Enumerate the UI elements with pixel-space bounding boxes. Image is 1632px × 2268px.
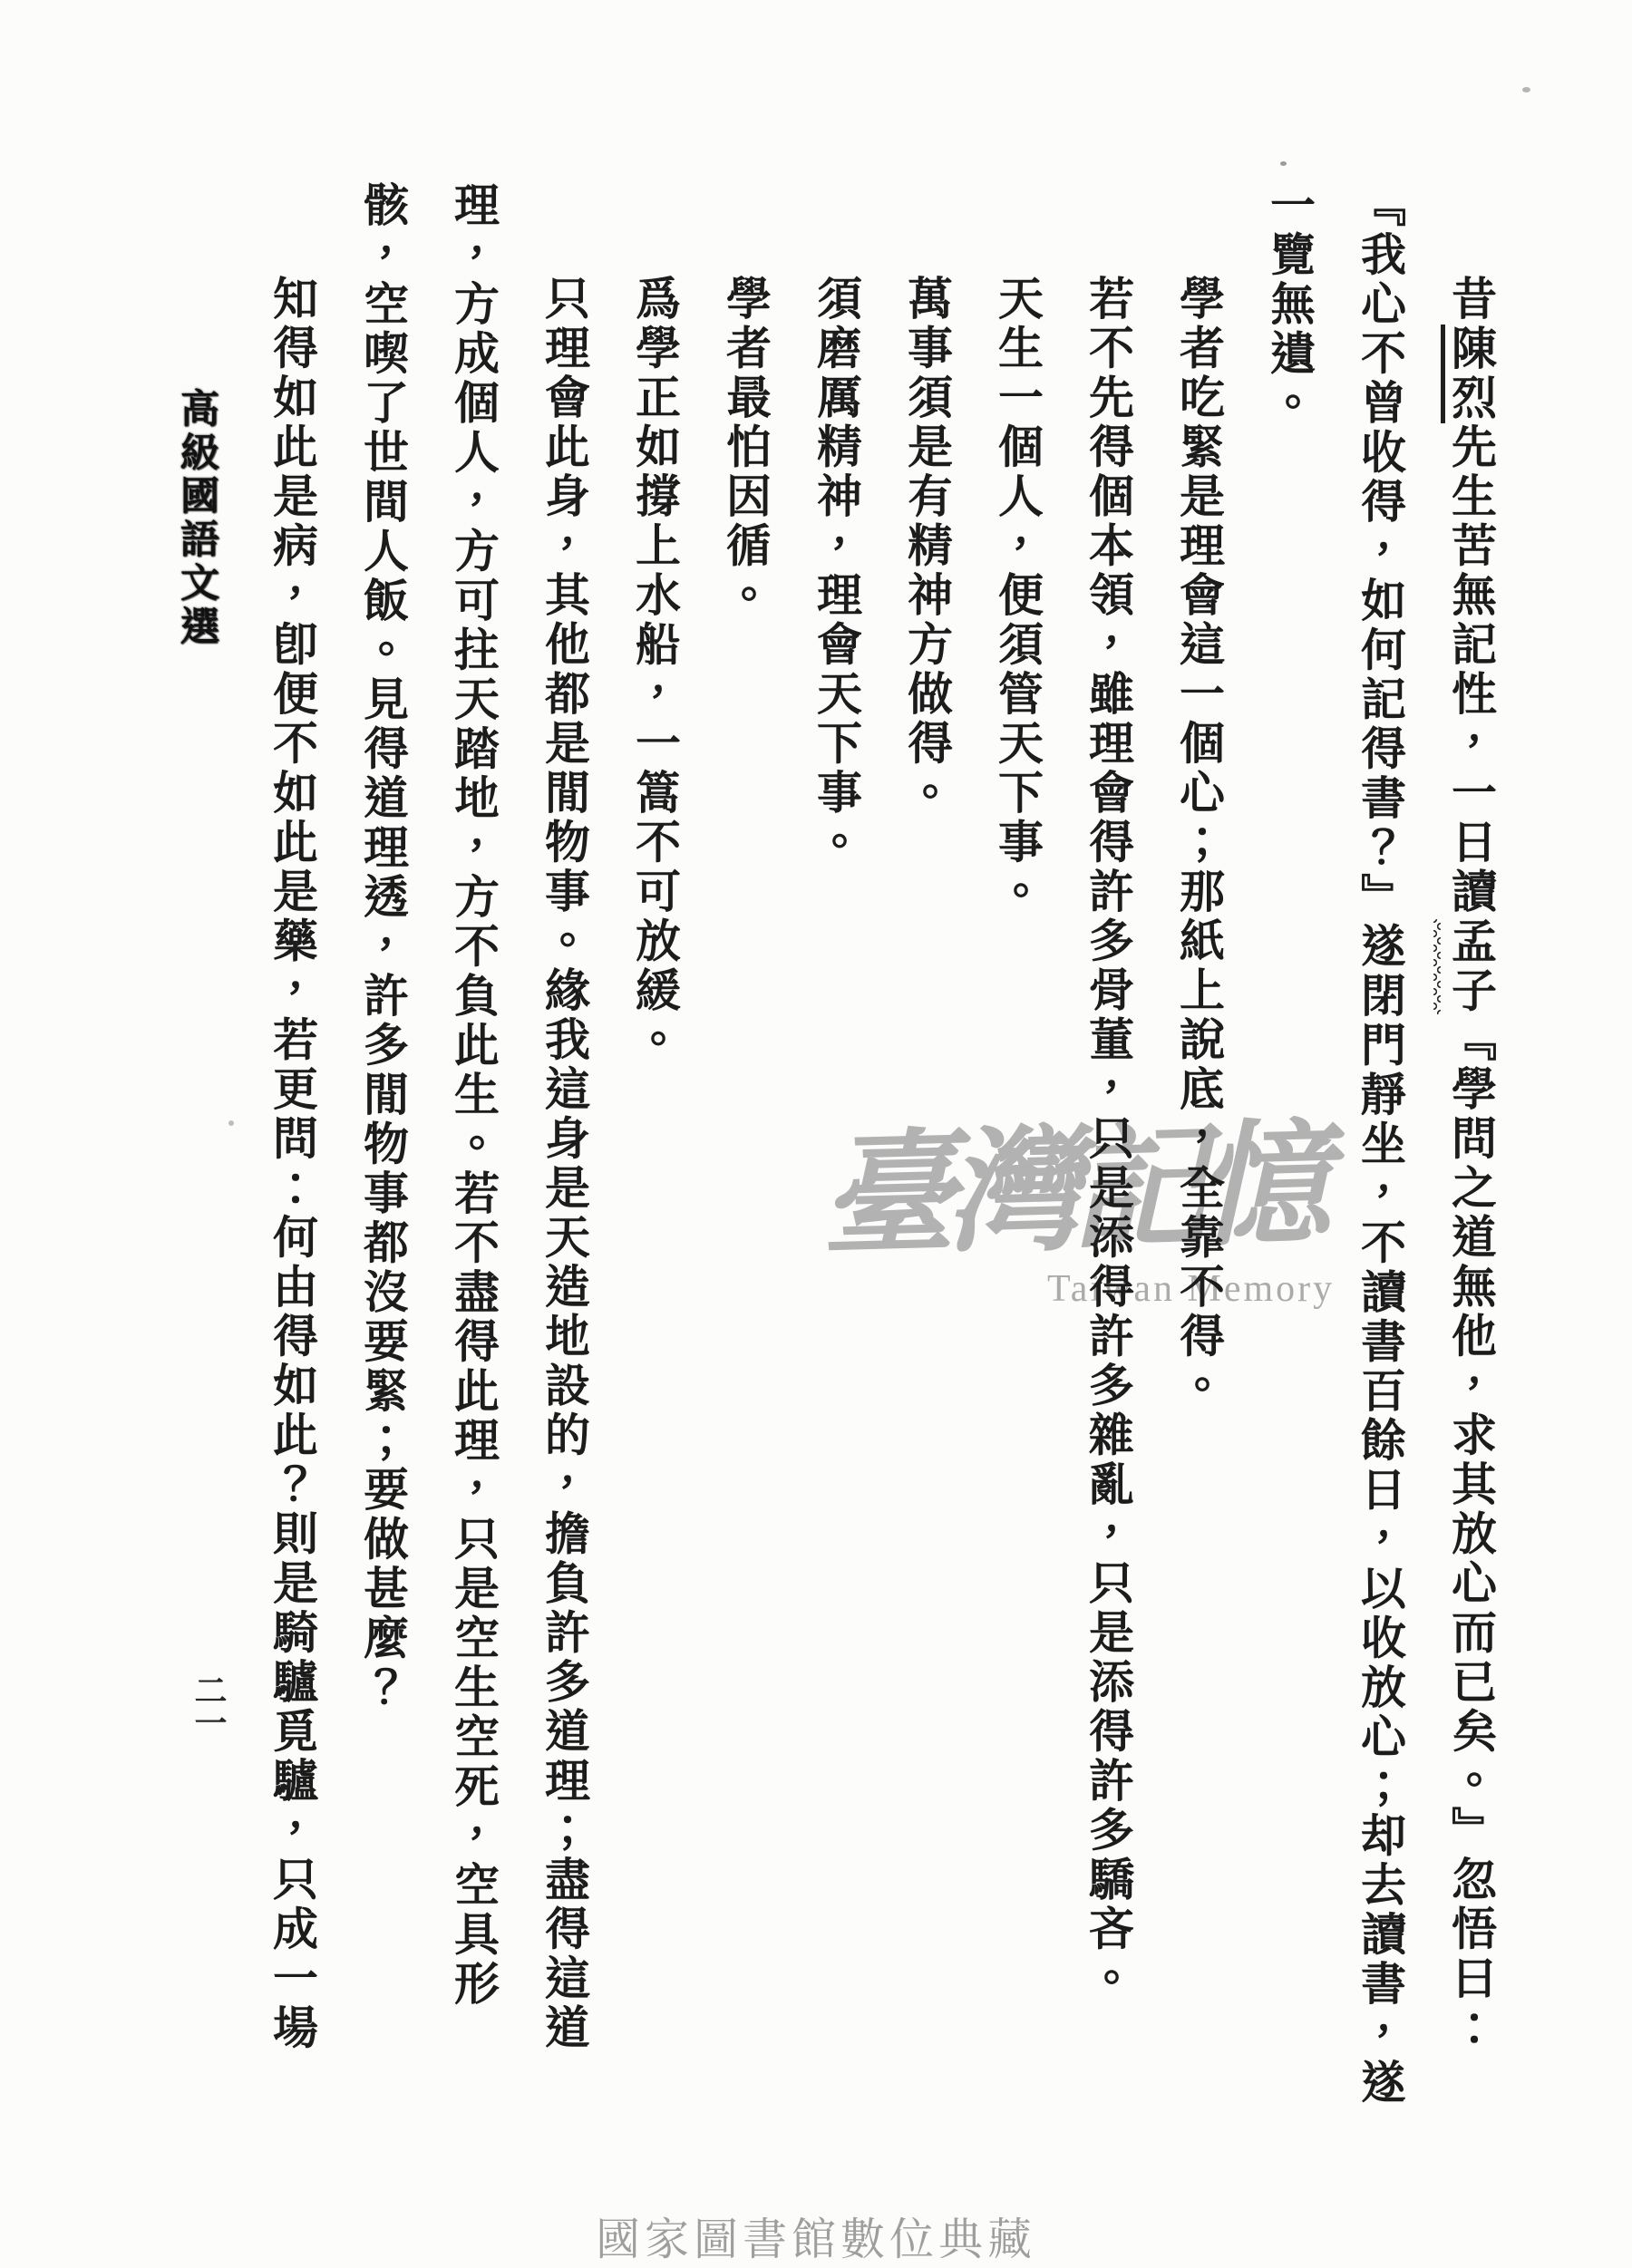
- text-columns: [243, 181, 1516, 2194]
- text-column: [1063, 181, 1153, 2194]
- text-column: [1244, 181, 1335, 2194]
- scan-speck: [1280, 161, 1287, 166]
- text-column: [881, 181, 972, 2194]
- text-run: 學者吃緊是理會這一個心；那紙上說底，全靠不得。: [1173, 275, 1224, 1411]
- text-run: 若不先得個本領，雖理會得許多骨董，只是添得許多雜亂，只是添得許多驕吝。: [1083, 275, 1133, 2004]
- text-run: 知得如此是病，卽便不如此是藥，若更問：何由得如此？則是騎驢覓驢，只成一場: [267, 275, 317, 2053]
- text-column: [609, 181, 700, 2194]
- text-run: 萬事須是有精神方做得。: [901, 275, 952, 819]
- watermark-latin-text: Taiwan Memory: [1047, 1268, 1336, 1310]
- book-marked-text: 孟子: [1445, 916, 1496, 1016]
- text-column: [1153, 181, 1244, 2194]
- page-number: 二一: [190, 1673, 227, 1739]
- text-column: [428, 181, 519, 2194]
- text-run: 『我心不曾收得，如何記得書？』遂閉門靜坐，不讀書百餘日，以收放心；却去讀書，遂: [1355, 181, 1405, 2108]
- text-run: 骸，空喫了世間人飯。見得道理透，許多閒物事都沒要緊；要做甚麼？: [357, 181, 408, 1713]
- text-column: [700, 181, 791, 2194]
- scan-speck: [1522, 87, 1530, 92]
- text-column: [247, 181, 337, 2194]
- text-run: 理，方成個人，方可拄天踏地，方不負此生。若不盡得此理，只是空生空死，空具形: [448, 181, 499, 2010]
- text-run: 只理會此身，其他都是閒物事。緣我這身是天造地設的，擔負許多道理；盡得這道: [539, 275, 589, 2053]
- text-column: [791, 181, 881, 2194]
- text-run: 天生一個人，便須管天下事。: [992, 275, 1043, 917]
- text-run: 爲學正如撐上水船，一篙不可放緩。: [629, 275, 680, 1065]
- text-column: [972, 181, 1063, 2194]
- text-run: 學者最怕因循。: [720, 275, 771, 621]
- text-run: 昔: [1445, 275, 1496, 325]
- text-column: [519, 181, 609, 2194]
- name-marked-text: 陳烈: [1441, 325, 1496, 423]
- book-title-margin-label: 高級國語文選: [175, 388, 218, 649]
- text-run: 『學問之道無他，求其放心而已矣。』忽悟曰：: [1445, 1015, 1496, 2053]
- watermark-cjk-text: 臺灣記憶: [818, 1103, 1324, 1275]
- text-column: [1425, 181, 1516, 2194]
- text-run: 先生苦無記性，一日讀: [1445, 422, 1496, 917]
- scan-speck: [228, 1120, 234, 1126]
- text-column: [1335, 181, 1425, 2194]
- text-column: [337, 181, 428, 2194]
- text-run: 一覽無遺。: [1264, 181, 1315, 429]
- footer-caption: 國家圖書館數位典藏: [595, 2215, 1036, 2264]
- text-run: 須磨厲精神，理會天下事。: [811, 275, 861, 867]
